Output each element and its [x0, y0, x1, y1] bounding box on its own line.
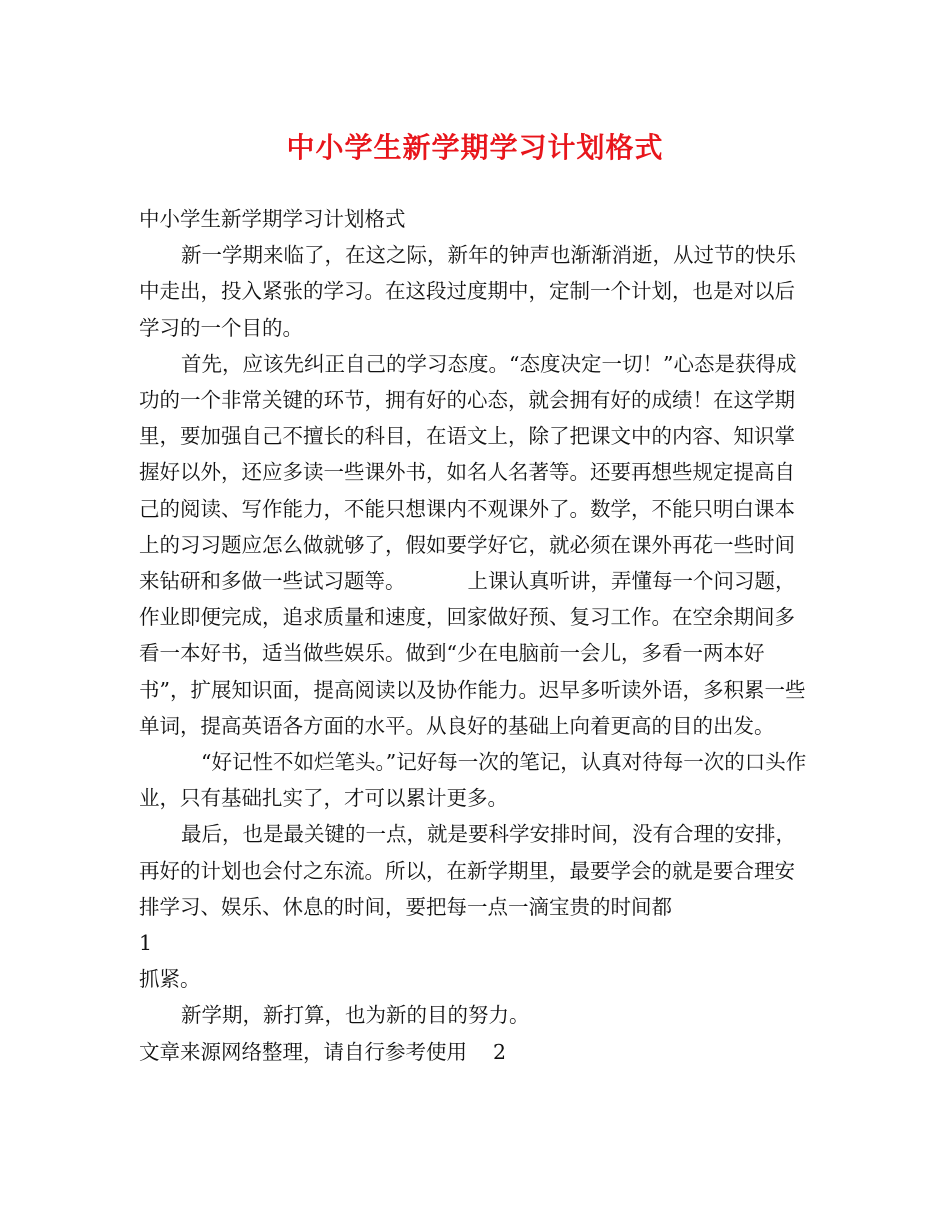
paragraph-notes-text: “好记性不如烂笔头。”记好每一次的笔记，认真对待每一次的口头作业，只有基础扎实了，才可以累计更多。 [139, 750, 807, 811]
paragraph-grasp: 抓紧。 [139, 967, 201, 992]
document-footer [139, 1034, 815, 1070]
paragraph-intro: 新一学期来临了，在这之际，新年的钟声也渐渐消逝，从过节的快乐中走出，投入紧张的学习。在这段过度期中，定制一个计划，也是对以后学习的一个目的。 [139, 243, 796, 340]
document-subtitle: 中小学生新学期学习计划格式 [139, 207, 406, 231]
page-number-1: 1 [139, 931, 153, 956]
document-title: 中小学生新学期学习计划格式 [286, 131, 664, 164]
page-number-2: 2 [493, 1039, 507, 1064]
paragraph-attitude-text: 首先，应该先纠正自己的学习态度。“态度决定一切！”心态是获得成功的一个非常关键的环节，拥有好的心态，就会拥有好的成绩！在这学期里，要加强自己不擅长的科目，在语文上，除了把课文中的内容、知识掌握好以外，还应多读一些课外书，如名人名著等。还要再想些规定提高自己的阅读、写作能力，不能只想课内不观课外了。数学，不能只明白课本上的习习题应怎么做就够了，假如要学好它，就必须在课外再花一些时间来钻研和多做一些试习题等。 [139, 351, 797, 594]
document-body [139, 201, 815, 1070]
paragraph-time: 最后，也是最关键的一点，就是要科学安排时间，没有合理的安排，再好的计划也会付之东流。所以，在新学期里，最要学会的就是要合理安排学习、娱乐、休息的时间，要把每一点一滴宝贵的时间都 [139, 822, 796, 919]
paragraph-conclusion: 新学期，新打算，也为新的目的努力。 [181, 1003, 530, 1028]
footer-text: 文章来源网络整理，请自行参考使用 [139, 1039, 467, 1064]
paragraph-listening-text: 上课认真听讲，弄懂每一个问习题，作业即便完成，追求质量和速度，回家做好预、复习工作。在空余期间多看一本好书，适当做些娱乐。做到“少在电脑前一会儿，多看一两本好书”，扩展知识面，提高阅读以及协作能力。迟早多听读外语，多积累一些单词，提高英语各方面的水平。从良好的基础上向着更高的目的出发。 [139, 569, 806, 738]
paragraph-attitude [139, 346, 815, 817]
